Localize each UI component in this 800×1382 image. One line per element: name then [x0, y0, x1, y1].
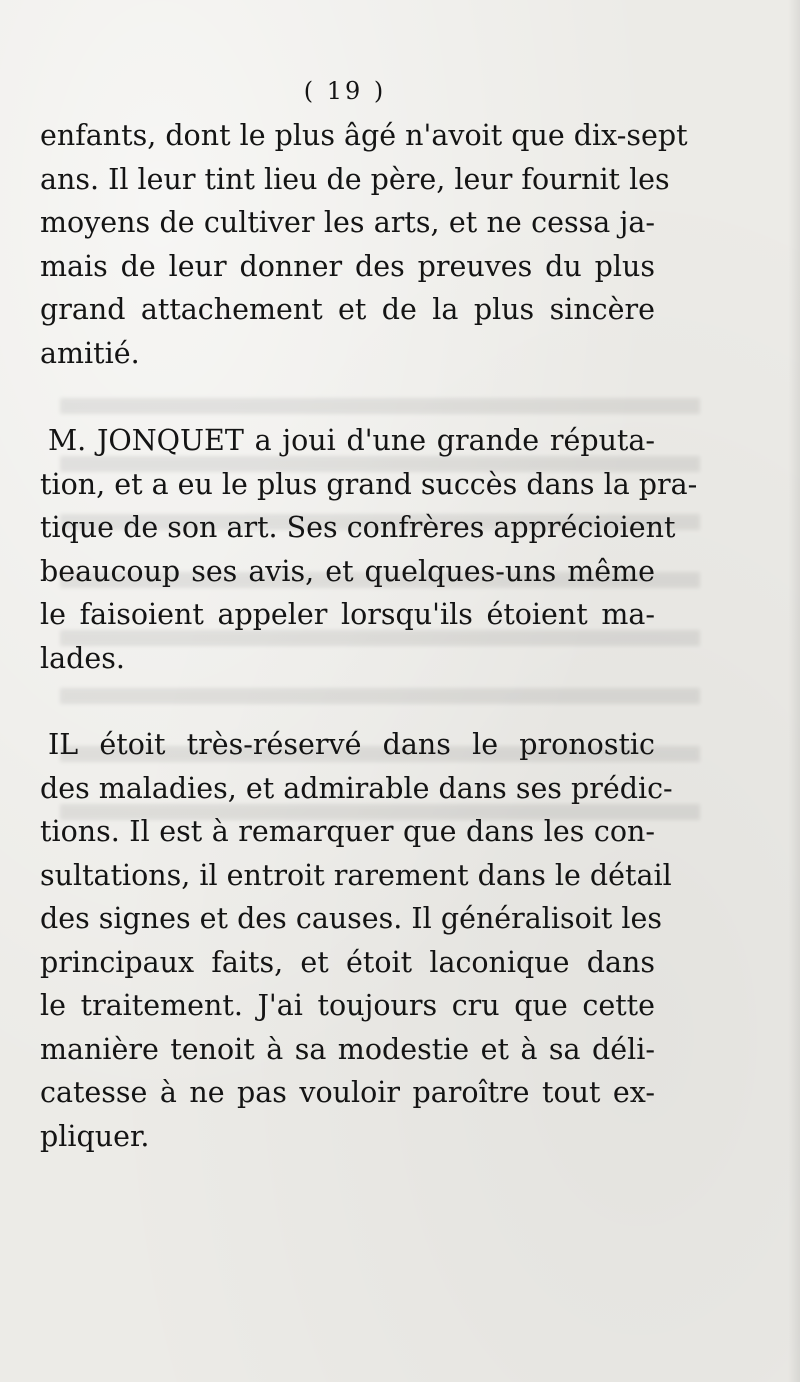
- text-line: beaucoup ses avis, et quelques-uns même: [40, 554, 655, 588]
- text-line: enfants, dont le plus âgé n'avoit que dix-sept: [40, 119, 688, 152]
- text-line: mais de leur donner des preuves du plus: [40, 249, 655, 283]
- text-line: des signes et des causes. Il généralisoit les: [40, 902, 663, 935]
- text-line: le faisoient appeler lorsqu'ils étoient ma-: [40, 598, 655, 631]
- text-line: tion, et a eu le plus grand succès dans la pra-: [40, 467, 698, 501]
- text-line: IL étoit très-réservé dans le pronostic: [48, 728, 655, 761]
- text-line: principaux faits, et étoit laconique dans: [40, 945, 655, 979]
- text-line: tions. Il est à remarquer que dans les con-: [40, 815, 655, 848]
- text-line: manière tenoit à sa modestie et à sa déli-: [40, 1032, 655, 1066]
- page-edge-shadow: [788, 0, 800, 1382]
- text-line: moyens de cultiver les arts, et ne cessa ja-: [40, 206, 655, 239]
- text-line: pliquer.: [40, 1119, 150, 1153]
- text-line: sultations, il entroit rarement dans le détail: [40, 858, 672, 892]
- text-line: le traitement. J'ai toujours cru que cette: [40, 989, 655, 1022]
- text-line: tique de son art. Ses confrères apprécioient: [40, 511, 676, 544]
- page-number: ( 19 ): [303, 77, 387, 105]
- paragraph-3: [40, 723, 673, 1158]
- text-line: des maladies, et admirable dans ses prédic-: [40, 771, 673, 805]
- text-line: grand attachement et de la plus sincère: [40, 293, 655, 326]
- text-line: amitié.: [40, 336, 140, 370]
- text-line: catesse à ne pas vouloir paroître tout ex-: [40, 1076, 655, 1109]
- paragraph-2: [40, 419, 698, 680]
- text-line: ans. Il leur tint lieu de père, leur fournit les: [40, 162, 670, 196]
- text-line: lades.: [40, 641, 125, 675]
- text-line: M. JONQUET a joui d'une grande réputa-: [48, 424, 655, 457]
- paragraph-1: [40, 114, 688, 375]
